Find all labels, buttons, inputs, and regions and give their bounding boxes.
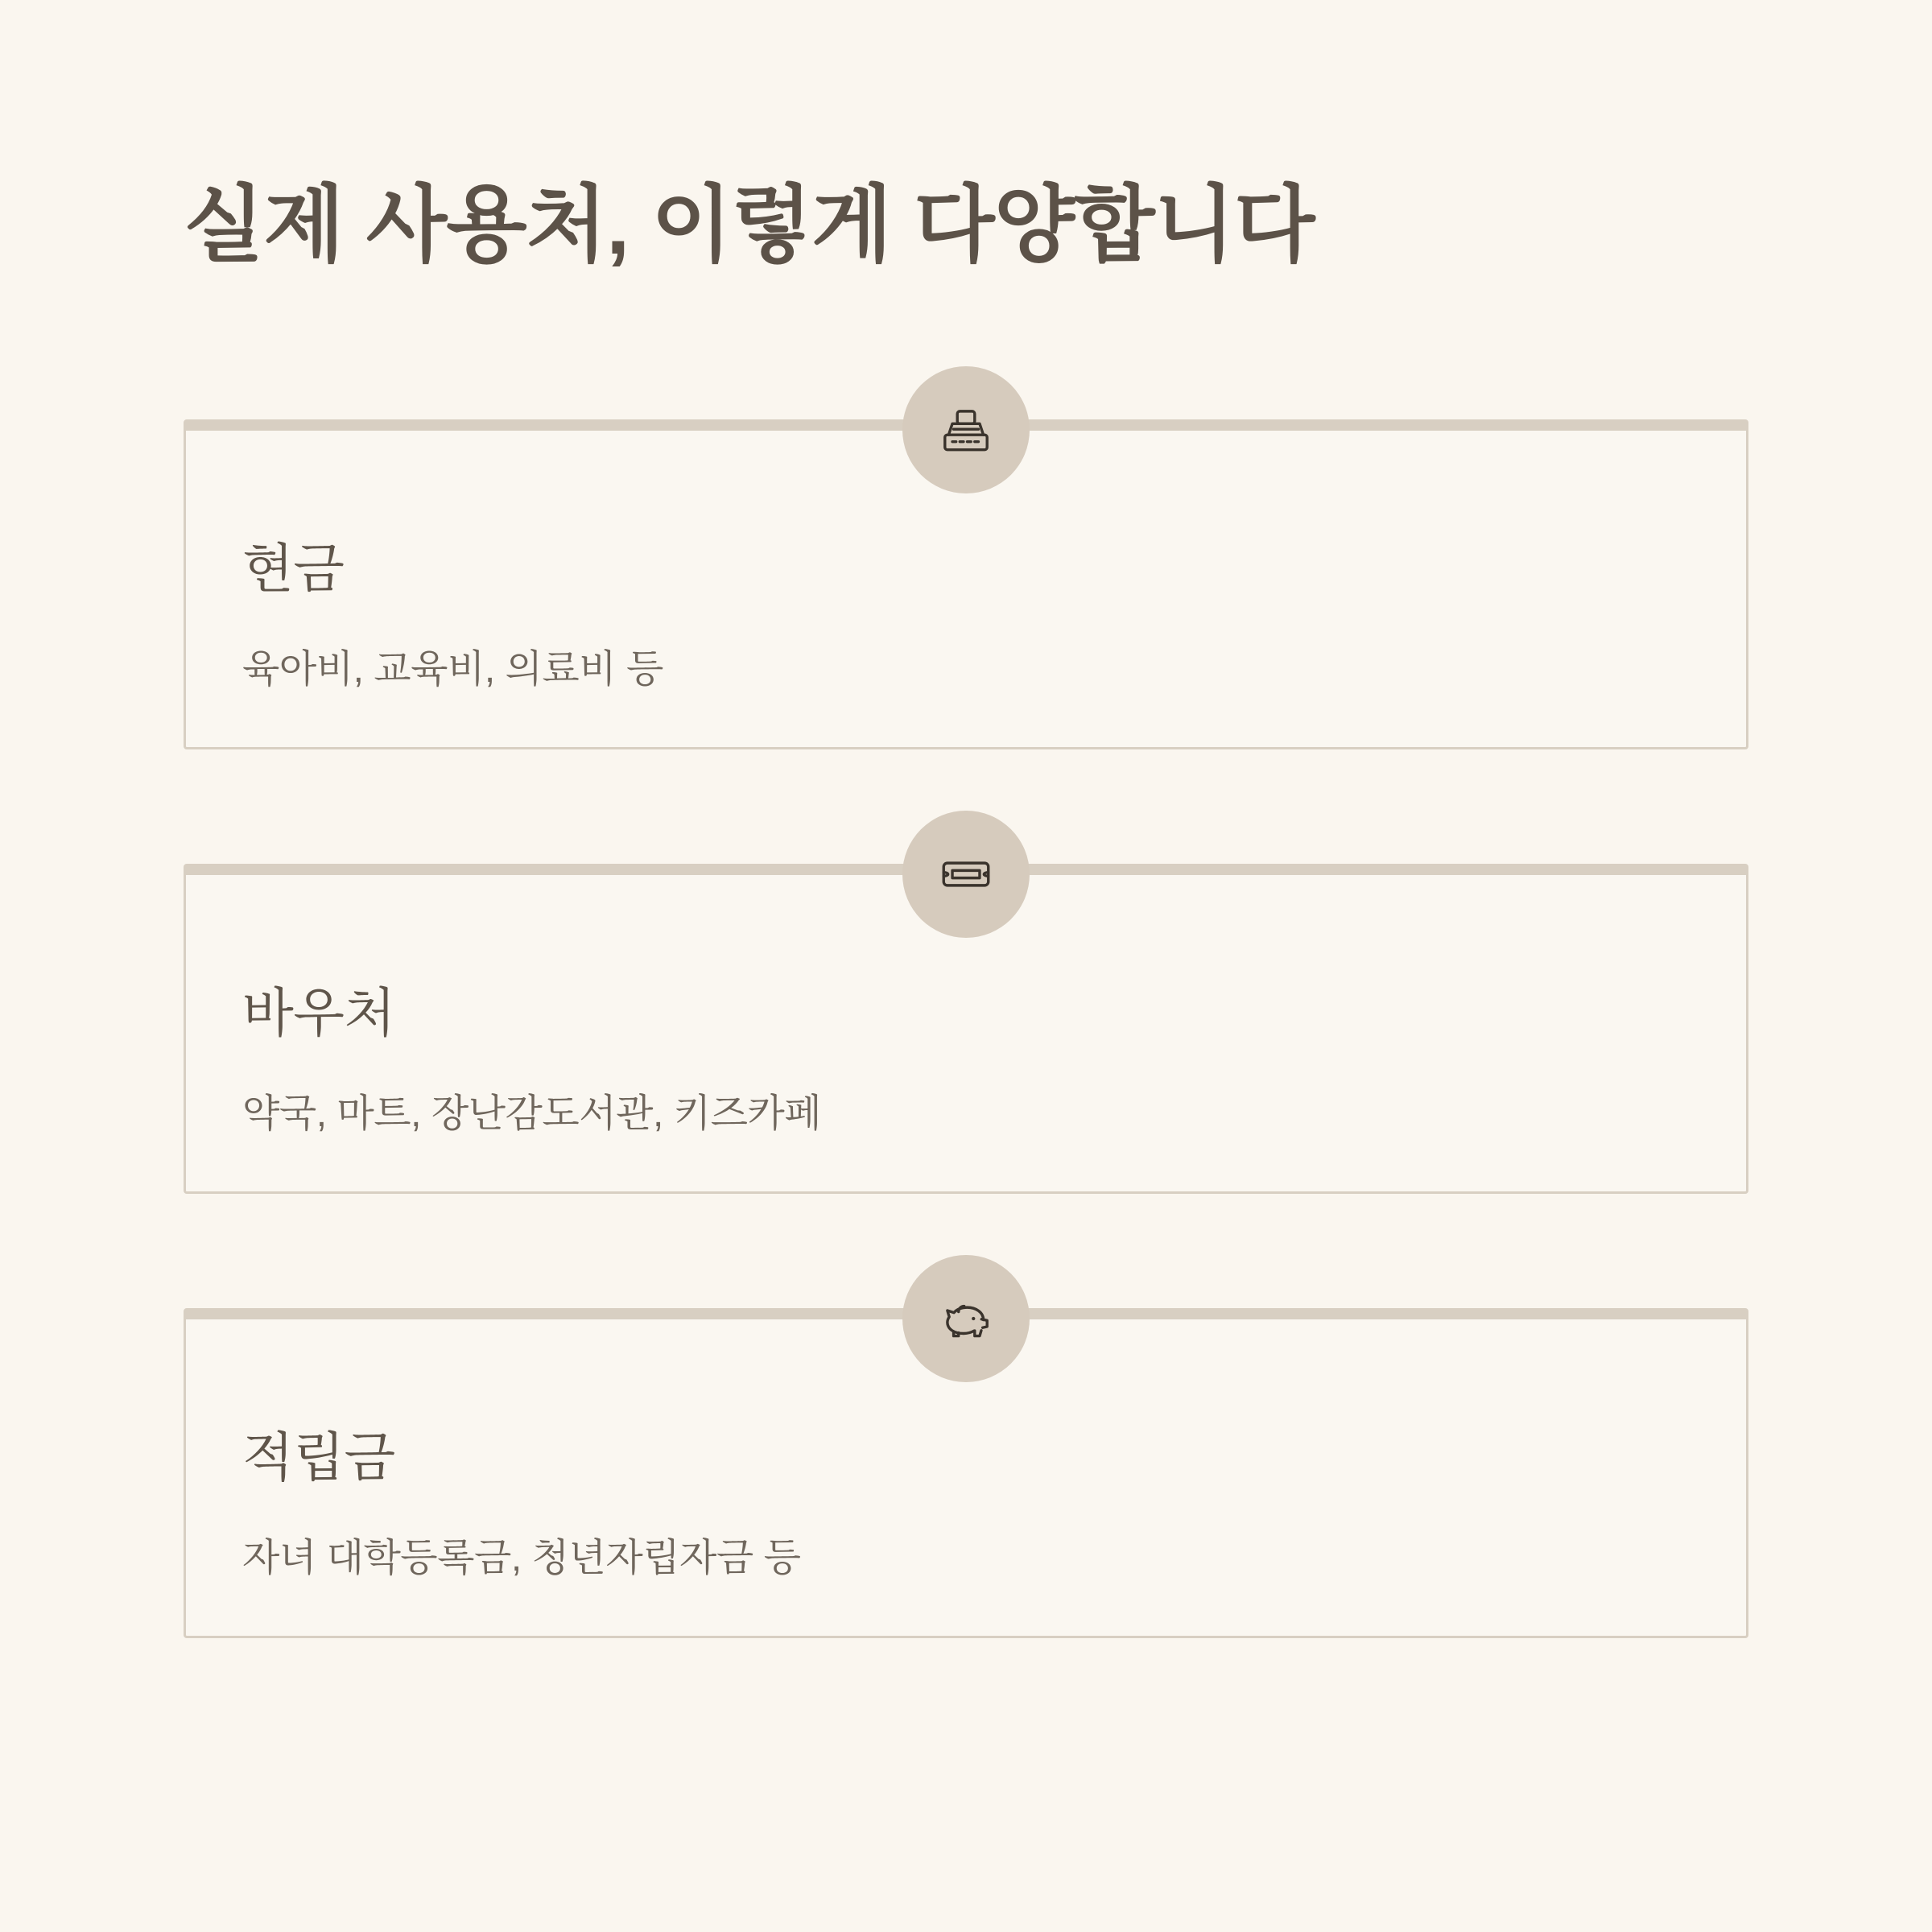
usage-card-voucher: [184, 864, 1748, 1194]
cash-register-icon: [902, 366, 1030, 493]
card-title: 적립금: [242, 1427, 395, 1488]
card-description: 자녀 대학등록금, 청년자립자금 등: [242, 1537, 801, 1580]
piggy-bank-icon: [902, 1255, 1030, 1382]
usage-card-savings: [184, 1308, 1748, 1638]
card-description: 육아비, 교육비, 의료비 등: [242, 648, 663, 691]
card-title: 현금: [242, 539, 345, 599]
usage-card-cash: [184, 419, 1748, 749]
card-title: 바우처: [242, 983, 395, 1043]
card-description: 약국, 마트, 장난감도서관, 키즈카페: [242, 1092, 822, 1136]
card-list: [184, 419, 1748, 1638]
page-title: 실제 사용처, 이렇게 다양합니다: [184, 179, 1315, 272]
voucher-ticket-icon: [902, 811, 1030, 938]
